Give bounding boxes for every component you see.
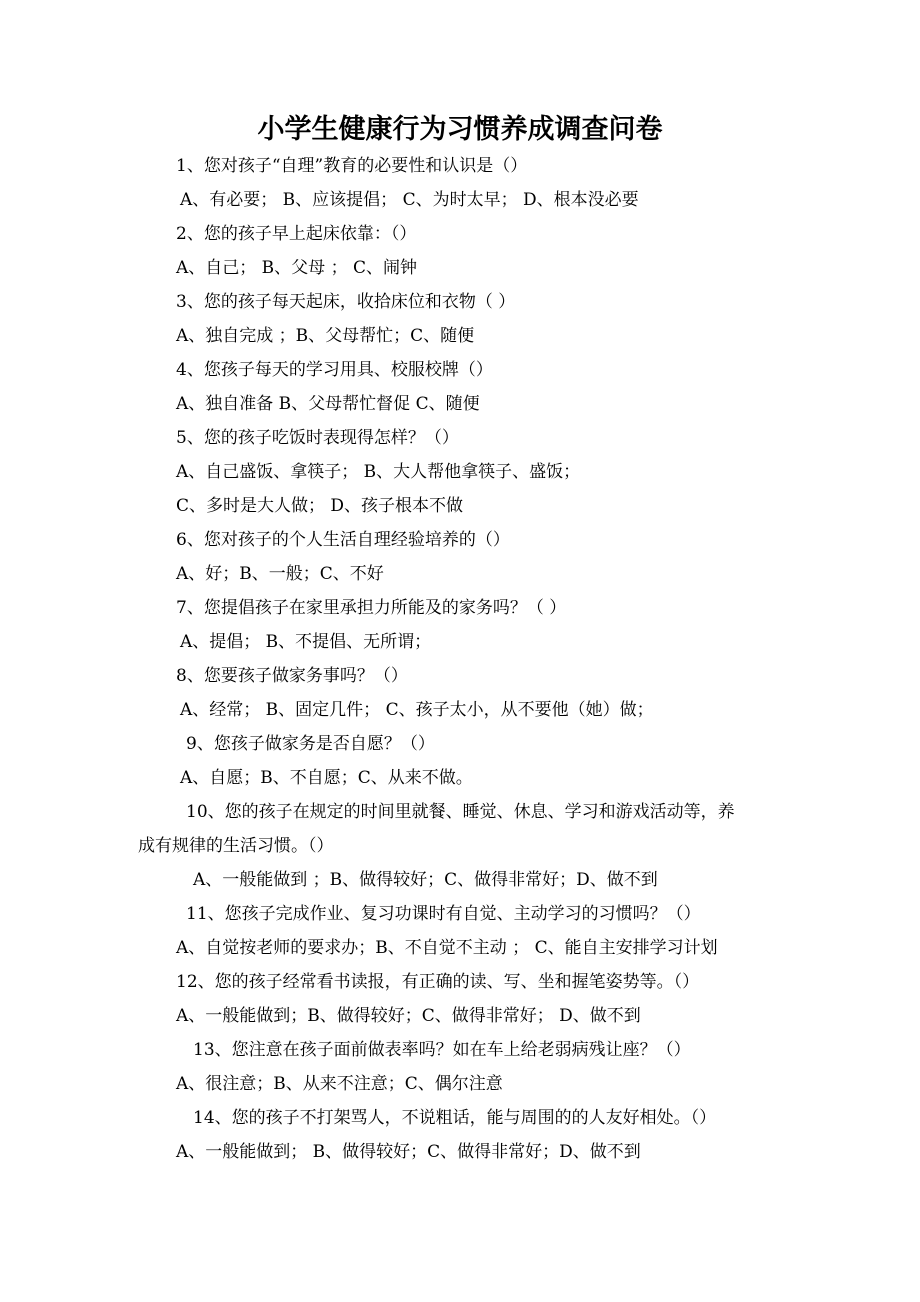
question-13-options: A、很注意；B、从来不注意；C、偶尔注意 xyxy=(176,1074,503,1094)
question-10-line-2: 成有规律的生活习惯。（） xyxy=(138,836,334,856)
question-9: 9、您孩子做家务是否自愿？（） xyxy=(186,734,435,754)
question-11-options: A、自觉按老师的要求办；B、不自觉不主动 ； C、能自主安排学习计划 xyxy=(176,938,718,958)
question-2-options: A、自己； B、父母 ； C、闹钟 xyxy=(176,258,417,278)
question-11: 11、您孩子完成作业、复习功课时有自觉、主动学习的习惯吗？（） xyxy=(186,904,701,924)
question-5: 5、您的孩子吃饭时表现得怎样？（） xyxy=(176,428,459,448)
question-2: 2、您的孩子早上起床依靠：（） xyxy=(176,224,417,244)
document-title: 小学生健康行为习惯养成调查问卷 xyxy=(257,114,663,145)
question-1-options: A、有必要； B、应该提倡； C、为时太早； D、根本没必要 xyxy=(180,190,639,210)
question-12: 12、您的孩子经常看书读报，有正确的读、写、坐和握笔姿势等。（） xyxy=(176,972,700,992)
question-7: 7、您提倡孩子在家里承担力所能及的家务吗？（ ） xyxy=(176,598,567,618)
question-10-options: A、一般能做到 ；B、做得较好；C、做得非常好；D、做不到 xyxy=(193,870,658,890)
question-1: 1、您对孩子“自理”教育的必要性和认识是（） xyxy=(176,156,528,176)
question-14: 14、您的孩子不打架骂人，不说粗话，能与周围的的人友好相处。（） xyxy=(193,1108,717,1128)
question-8-options: A、经常； B、固定几件； C、孩子太小，从不要他（她）做； xyxy=(180,700,654,720)
question-14-options: A、一般能做到； B、做得较好；C、做得非常好；D、做不到 xyxy=(176,1142,641,1162)
question-3: 3、您的孩子每天起床，收拾床位和衣物（ ） xyxy=(176,292,516,312)
question-5-options-line-1: A、自己盛饭、拿筷子； B、大人帮他拿筷子、盛饭； xyxy=(176,462,581,482)
question-6: 6、您对孩子的个人生活自理经验培养的（） xyxy=(176,530,510,550)
question-6-options: A、好；B、一般；C、不好 xyxy=(176,564,384,584)
question-5-options-line-2: C、多时是大人做； D、孩子根本不做 xyxy=(176,496,464,516)
question-4-options: A、独自准备 B、父母帮忙督促 C、随便 xyxy=(176,394,480,414)
question-8: 8、您要孩子做家务事吗？（） xyxy=(176,666,408,686)
question-9-options: A、自愿；B、不自愿；C、从来不做。 xyxy=(180,768,473,788)
question-7-options: A、提倡； B、不提倡、无所谓； xyxy=(180,632,432,652)
question-3-options: A、独自完成 ；B、父母帮忙；C、随便 xyxy=(176,326,475,346)
question-4: 4、您孩子每天的学习用具、校服校牌（） xyxy=(176,360,493,380)
question-10-line-1: 10、您的孩子在规定的时间里就餐、睡觉、休息、学习和游戏活动等，养 xyxy=(186,802,735,822)
question-13: 13、您注意在孩子面前做表率吗？如在车上给老弱病残让座？（） xyxy=(193,1040,691,1060)
question-12-options: A、一般能做到；B、做得较好；C、做得非常好； D、做不到 xyxy=(176,1006,641,1026)
